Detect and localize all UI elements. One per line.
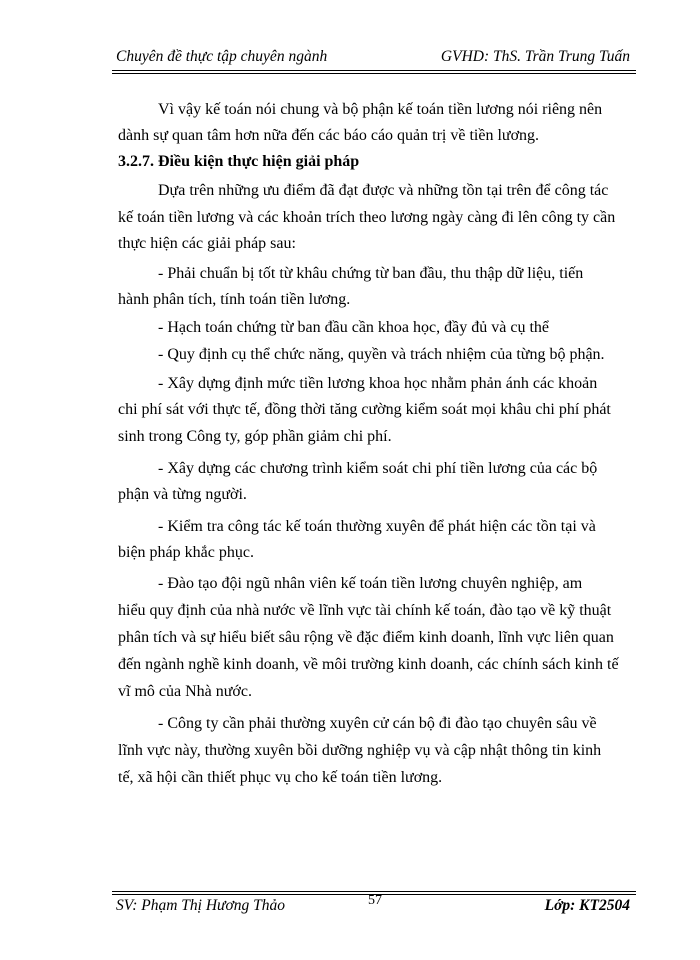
bullet-line: hành phân tích, tính toán tiền lương. [118,291,351,308]
footer-class: Lớp: KT2504 [544,897,630,914]
bullet-line: - Đào tạo đội ngũ nhân viên kế toán tiền lương chuyên nghiệp, am [158,575,583,592]
bullet-line: phân tích và sự hiểu biết sâu rộng về đặc điểm kinh doanh, lĩnh vực liên quan [118,629,614,646]
bullet-line: - Công ty cần phải thường xuyên cử cán bộ đi đào tạo chuyên sâu về [158,715,597,732]
bullet-line: hiểu quy định của nhà nước về lĩnh vực tài chính kế toán, đào tạo về kỹ thuật [118,602,612,619]
bullet-line: - Phải chuẩn bị tốt từ khâu chứng từ ban đầu, thu thập dữ liệu, tiến [158,265,584,282]
bullet-line: tế, xã hội cần thiết phục vụ cho kế toán tiền lương. [118,769,443,786]
bullet-line: - Xây dựng các chương trình kiểm soát chi phí tiền lương của các bộ [158,460,598,477]
footer-student-name: SV: Phạm Thị Hương Thảo [116,897,286,914]
paragraph-line: kế toán tiền lương và các khoản trích theo lương ngày càng đi lên công ty cần [118,209,616,226]
bullet-line: - Xây dựng định mức tiền lương khoa học nhằm phản ánh các khoản [158,375,598,392]
bullet-line: đến ngành nghề kinh doanh, về môi trường kinh doanh, các chính sách kinh tế [118,656,619,673]
section-heading: 3.2.7. Điều kiện thực hiện giải pháp [118,153,360,170]
bullet-line: chi phí sát với thực tế, đồng thời tăng cường kiểm soát mọi khâu chi phí phát [118,401,611,418]
paragraph-line: Vì vậy kế toán nói chung và bộ phận kế toán tiền lương nói riêng nên [158,101,603,118]
paragraph-line: thực hiện các giải pháp sau: [118,235,296,252]
header-course-title: Chuyên đề thực tập chuyên ngành [116,48,328,65]
bullet-line: - Quy định cụ thể chức năng, quyền và trách nhiệm của từng bộ phận. [158,346,605,363]
page-number: 57 [368,893,382,908]
bullet-line: lĩnh vực này, thường xuyên bồi dưỡng nghiệp vụ và cập nhật thông tin kinh [118,742,602,759]
header-advisor: GVHD: ThS. Trần Trung Tuấn [440,48,630,65]
bullet-line: vĩ mô của Nhà nước. [118,683,252,700]
bullet-line: biện pháp khắc phục. [118,544,254,561]
bullet-line: - Hạch toán chứng từ ban đầu cần khoa học, đầy đủ và cụ thể [158,319,549,336]
page-footer [112,893,636,923]
bullet-line: - Kiểm tra công tác kế toán thường xuyên để phát hiện các tồn tại và [158,518,596,535]
paragraph-line: Dựa trên những ưu điểm đã đạt được và những tồn tại trên để công tác [158,182,609,199]
paragraph-line: dành sự quan tâm hơn nữa đến các báo cáo quản trị về tiền lương. [118,127,540,144]
bullet-line: phận và từng người. [118,486,247,503]
bullet-line: sinh trong Công ty, góp phần giảm chi phí. [118,428,392,445]
